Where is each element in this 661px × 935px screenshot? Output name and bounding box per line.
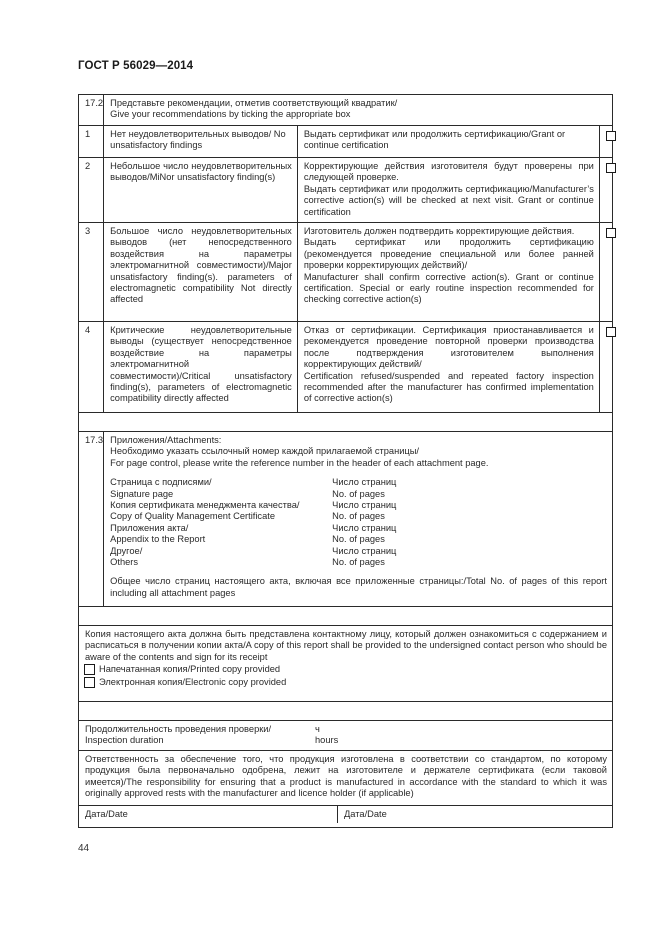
attachment-label: Signature page xyxy=(110,488,174,499)
total-pages-text: Общее число страниц настоящего акта, включая все приложенные страницы:/Total No. of pages of this report including all attachment pages xyxy=(110,576,607,598)
attachment-label: Приложения акта/ xyxy=(110,522,189,533)
recommendation-checkbox[interactable] xyxy=(606,327,616,337)
recommendation-row xyxy=(79,126,613,158)
recommendation-checkbox[interactable] xyxy=(606,131,616,141)
checkbox-cell[interactable] xyxy=(599,223,612,322)
attachments-list xyxy=(110,477,607,568)
attachment-count: No. of pages xyxy=(332,511,385,522)
section-17-3-row xyxy=(79,432,613,607)
finding-text: Критические неудовлетворительные выводы (существует непосредственное воздействие на параметры электромагнитной совместимости)/Critical unsatisfactory finding(s), parameters of electromagnetic compatibility directly affected xyxy=(104,322,298,413)
empty-spacer-row xyxy=(79,413,613,432)
attachment-count: Число страниц xyxy=(332,477,397,488)
date-left-label: Дата/Date xyxy=(85,809,128,819)
duration-unit-en: hours xyxy=(315,735,339,746)
printed-copy-label: Напечатанная копия/Printed copy provided xyxy=(99,664,281,675)
attachments-instruction-en: For page control, please write the reference number in the header of each attachment page. xyxy=(110,457,489,468)
empty-spacer-row xyxy=(79,607,613,626)
responsibility-text: Ответственность за обеспечение того, что продукция изготовлена в соответствии со стандартом, по которому продукция была первоначально одобрена, лежит на изготовителе и держателе сертификата (если таковой имеется)/The responsibility for ensuring that a product is manufactured in accordance with the standard to which it was originally approved rests with the manufacturer and licence holder (if applicable) xyxy=(79,751,613,806)
attachments-cell xyxy=(104,432,613,607)
row-number: 3 xyxy=(79,223,104,322)
document-standard-id: ГОСТ Р 56029—2014 xyxy=(78,60,194,72)
recommendation-checkbox[interactable] xyxy=(606,228,616,238)
attachment-label: Others xyxy=(110,557,139,568)
duration-label-en: Inspection duration xyxy=(85,735,164,746)
checkbox-cell[interactable] xyxy=(599,158,612,223)
section-title xyxy=(104,95,613,126)
printed-copy-option[interactable] xyxy=(85,664,607,675)
section-number: 17.3 xyxy=(79,432,104,607)
row-number: 2 xyxy=(79,158,104,223)
row-number: 4 xyxy=(79,322,104,413)
section-17-2-header-row xyxy=(79,95,613,126)
duration-unit-ru: ч xyxy=(315,724,320,734)
page-number: 44 xyxy=(78,843,90,854)
attachment-count: No. of pages xyxy=(332,534,385,545)
electronic-copy-option[interactable] xyxy=(85,677,607,688)
attachment-count: No. of pages xyxy=(332,488,385,499)
action-text xyxy=(297,158,599,223)
section-title-en: Give your recommendations by ticking the appropriate box xyxy=(110,109,351,120)
inspection-report-table xyxy=(78,94,613,828)
attachment-count: No. of pages xyxy=(332,557,385,568)
attachment-label: Copy of Quality Management Certificate xyxy=(110,511,275,522)
date-right-field[interactable] xyxy=(338,806,387,823)
printed-copy-checkbox[interactable] xyxy=(84,664,95,675)
action-line: Certification refused/suspended and repeated factory inspection recommended after the manufacturer has confirmed implementation of corrective action(s) xyxy=(303,370,594,404)
attachment-count: Число страниц xyxy=(332,522,397,533)
electronic-copy-label: Электронная копия/Electronic copy provided xyxy=(99,676,287,687)
attachments-instruction-ru: Необходимо указать ссылочный номер каждой прилагаемой страницы/ xyxy=(110,446,419,457)
action-line: Manufacturer shall confirm corrective action(s). Grant or continue certification. Special or early routine inspection recommended for checking corrective action(s) xyxy=(303,271,594,305)
date-cell xyxy=(79,806,613,828)
action-line: Выдать сертификат или продолжить сертификацию/Manufacturer’s corrective action(s) will be checked at next visit. Grant or continue certification xyxy=(303,183,594,217)
responsibility-row xyxy=(79,751,613,806)
inspection-duration-cell xyxy=(79,721,613,751)
copy-provision-text: Копия настоящего акта должна быть представлена контактному лицу, который должен ознакомиться с содержанием и расписаться в получении копии акта/A copy of this report shall be provided to the undersigned contact person who should be aware of the contents and sign for its receipt xyxy=(85,629,607,662)
action-line: Изготовитель должен подтвердить корректирующие действия. xyxy=(303,226,575,236)
row-number: 1 xyxy=(79,126,104,158)
attachment-count: Число страниц xyxy=(332,500,397,511)
recommendation-row xyxy=(79,158,613,223)
copy-provision-cell xyxy=(79,626,613,702)
action-text xyxy=(297,322,599,413)
attachment-label: Другое/ xyxy=(110,545,143,556)
checkbox-cell[interactable] xyxy=(599,126,612,158)
attachment-label: Копия сертификата менеджмента качества/ xyxy=(110,500,300,511)
date-right-label: Дата/Date xyxy=(344,809,387,819)
action-line: Выдать сертификат или продолжить сертификацию (рекомендуется проведение специальной или более ранней проверки корректирующих действий)/ xyxy=(303,237,594,271)
date-left-field[interactable] xyxy=(79,806,338,823)
date-row xyxy=(79,806,613,828)
action-line: Корректирующие действия изготовителя будут проверены при следующей проверке. xyxy=(303,161,594,183)
attachment-label: Страница с подписями/ xyxy=(110,477,212,488)
recommendation-checkbox[interactable] xyxy=(606,163,616,173)
attachment-label: Appendix to the Report xyxy=(110,534,206,545)
recommendation-row xyxy=(79,223,613,322)
section-title-ru: Представьте рекомендации, отметив соответствующий квадратик/ xyxy=(110,98,398,108)
action-line: Отказ от сертификации. Сертификация приостанавливается и рекомендуется проведение повторной проверки производства после подтверждения изготовителем выполнения корректирующих действий/ xyxy=(303,325,594,370)
action-text xyxy=(297,223,599,322)
recommendation-row xyxy=(79,322,613,413)
attachments-title: Приложения/Attachments: xyxy=(110,435,222,445)
duration-label-ru: Продолжительность проведения проверки/ xyxy=(85,724,272,734)
checkbox-cell[interactable] xyxy=(599,322,612,413)
attachment-count: Число страниц xyxy=(332,545,397,556)
electronic-copy-checkbox[interactable] xyxy=(84,677,95,688)
empty-spacer-row xyxy=(79,702,613,721)
inspection-duration-row xyxy=(79,721,613,751)
section-number: 17.2 xyxy=(79,95,104,126)
finding-text: Небольшое число неудовлетворительных выводов/MiNor unsatisfactory finding(s) xyxy=(104,158,298,223)
action-text: Выдать сертификат или продолжить сертификацию/Grant or continue certification xyxy=(297,126,599,158)
copy-provision-row xyxy=(79,626,613,702)
finding-text: Большое число неудовлетворительных выводов (нет непосредственного воздействия на параметры электромагнитной совместимости)/Major unsatisfactory finding(s). parameters of electromagnetic compatibility Not directly affected xyxy=(104,223,298,322)
finding-text: Нет неудовлетворительных выводов/ No unsatisfactory findings xyxy=(104,126,298,158)
